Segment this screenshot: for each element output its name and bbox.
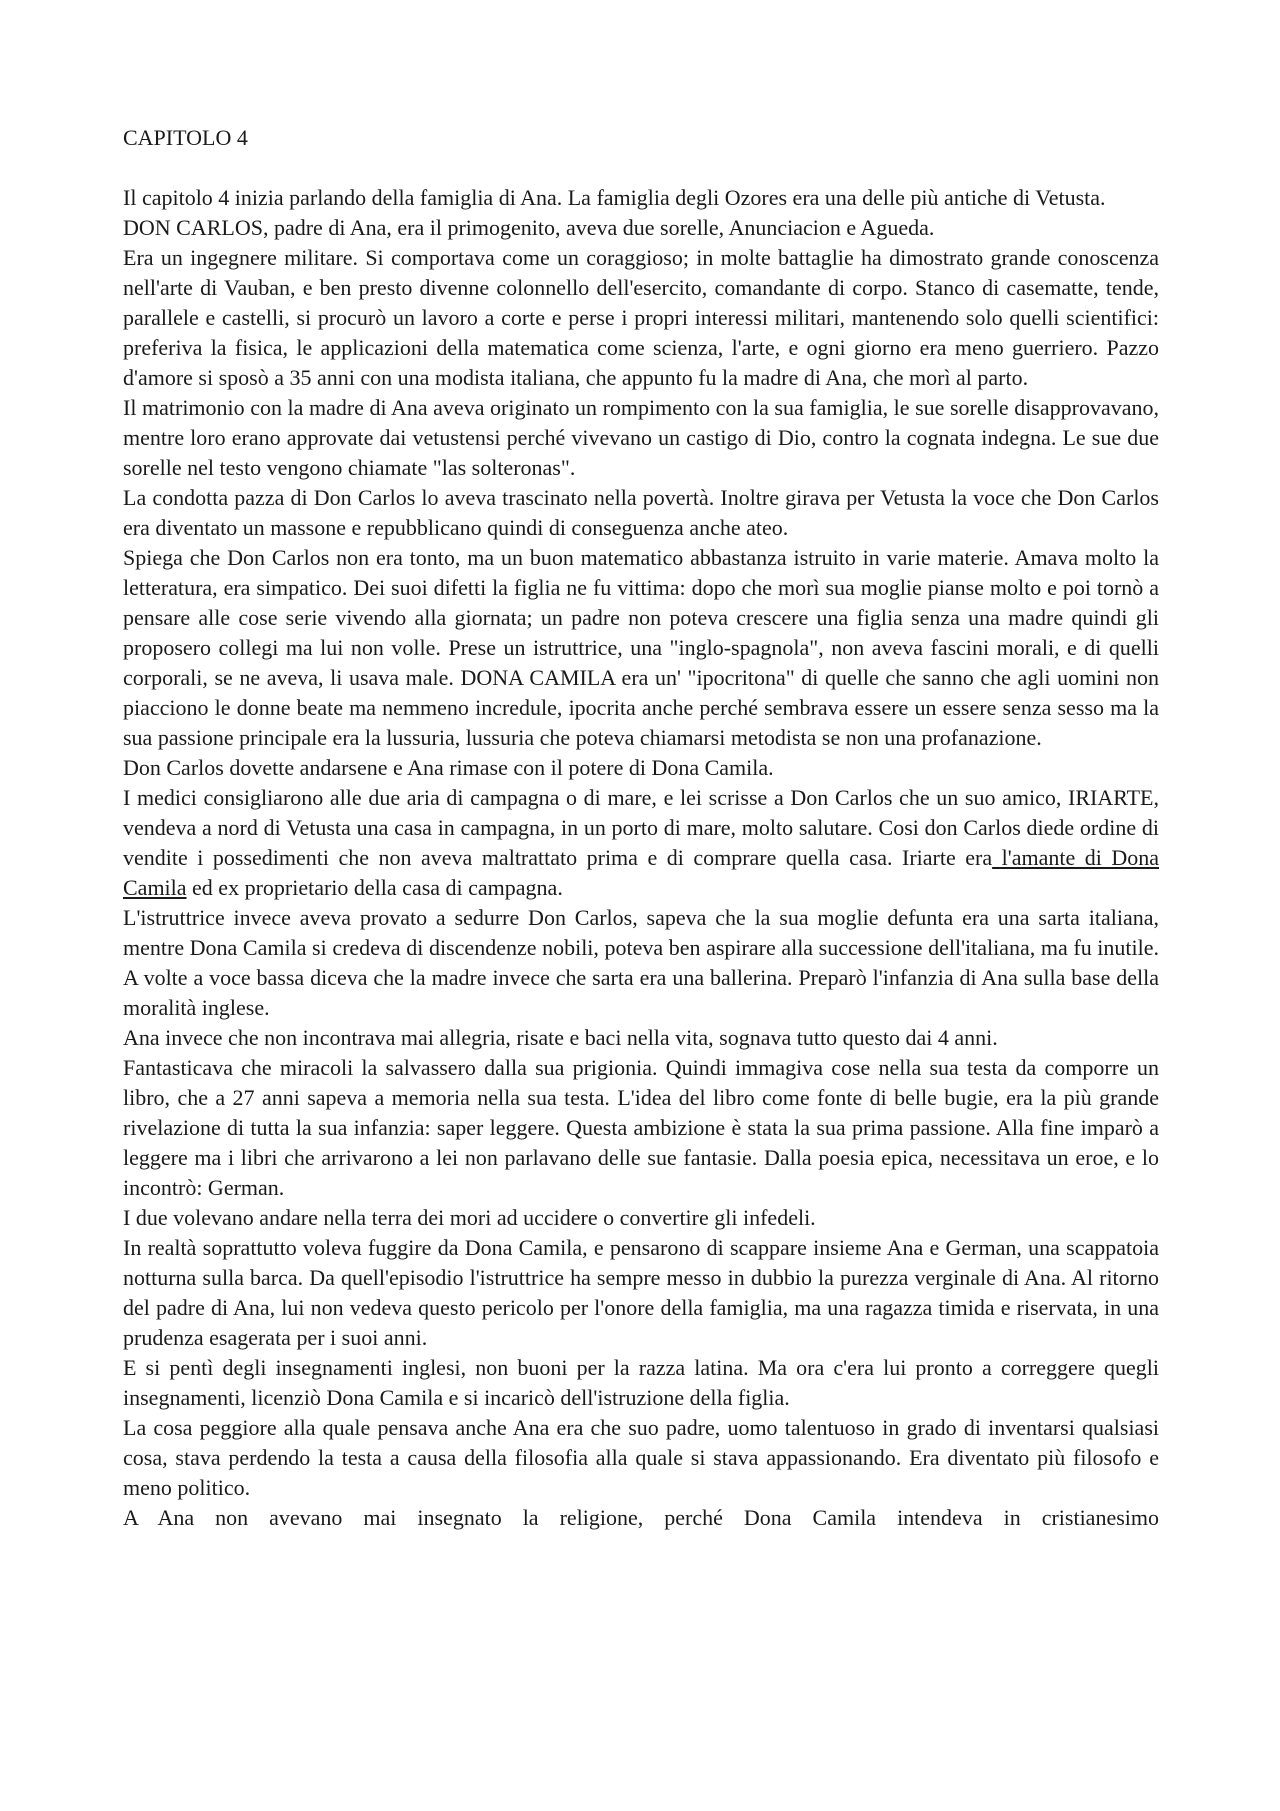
paragraph-6: Spiega che Don Carlos non era tonto, ma un buon matematico abbastanza istruito in varie materie. Amava molto la letteratura, era simpatico. Dei suoi difetti la figlia ne fu vittima: dopo che morì sua moglie pianse molto e poi tornò a pensare alle cose serie vivendo alla giornata; un padre non poteva crescere una figlia senza una madre quindi gli proposero collegi ma lui non volle. Prese un istruttrice, una "inglo-spagnola", non aveva fascini morali, e di quelli corporali, se ne aveva, li usava male. DONA CAMILA era un' "ipocritona" di quelle che sanno che agli uomini non piacciono le donne beate ma nemmeno incredule, ipocrita anche perché sembrava essere un essere senza sesso ma la sua passione principale era la lussuria, lussuria che poteva chiamarsi metodista se non una profanazione. [123,545,1159,750]
paragraph-13: In realtà soprattutto voleva fuggire da Dona Camila, e pensarono di scappare insieme Ana e German, una scappatoia notturna sulla barca. Da quell'episodio l'istruttrice ha sempre messo in dubbio la purezza verginale di Ana. Al ritorno del padre di Ana, lui non vedeva questo pericolo per l'onore della famiglia, ma una ragazza timida e riservata, in una prudenza esagerata per i suoi anni. [123,1235,1159,1350]
document-body [123,123,1159,1533]
paragraph-7: Don Carlos dovette andarsene e Ana rimase con il potere di Dona Camila. [123,755,774,780]
chapter-title: CAPITOLO 4 [123,125,248,150]
paragraph-12: I due volevano andare nella terra dei mori ad uccidere o convertire gli infedeli. [123,1205,816,1230]
paragraph-10: Ana invece che non incontrava mai allegria, risate e baci nella vita, sognava tutto questo dai 4 anni. [123,1025,998,1050]
paragraph-4: Il matrimonio con la madre di Ana aveva originato un rompimento con la sua famiglia, le sue sorelle disapprovavano, mentre loro erano approvate dai vetustensi perché vivevano un castigo di Dio, contro la cognata indegna. Le sue due sorelle nel testo vengono chiamate "las solteronas". [123,395,1159,480]
paragraph-15: La cosa peggiore alla quale pensava anche Ana era che suo padre, uomo talentuoso in grado di inventarsi qualsiasi cosa, stava perdendo la testa a causa della filosofia alla quale si stava appassionando. Era diventato più filosofo e meno politico. [123,1415,1159,1500]
paragraph-5: La condotta pazza di Don Carlos lo aveva trascinato nella povertà. Inoltre girava per Vetusta la voce che Don Carlos era diventato un massone e repubblicano quindi di conseguenza anche ateo. [123,485,1159,540]
paragraph-8-text: I medici consigliarono alle due aria di campagna o di mare, e lei scrisse a Don Carlos che un suo amico, IRIARTE, vendeva a nord di Vetusta una casa in campagna, in un porto di mare, molto salutare. Cosi don Carlos diede ordine di vendite i possedimenti che non aveva maltrattato prima e di comprare quella casa. Iriarte era [123,785,1159,870]
paragraph-16: A Ana non avevano mai insegnato la religione, perché Dona Camila intendeva in cristianesimo [123,1505,1159,1530]
paragraph-2: DON CARLOS, padre di Ana, era il primogenito, aveva due sorelle, Anunciacion e Agueda. [123,215,935,240]
paragraph-14: E si pentì degli insegnamenti inglesi, non buoni per la razza latina. Ma ora c'era lui pronto a correggere quegli insegnamenti, licenziò Dona Camila e si incaricò dell'istruzione della figlia. [123,1355,1159,1410]
paragraph-8-after: ed ex proprietario della casa di campagna. [186,875,563,900]
hyperlink-amante[interactable]: l'amante di Dona Camila [123,845,1160,900]
paragraph-9: L'istruttrice invece aveva provato a sedurre Don Carlos, sapeva che la sua moglie defunta era una sarta italiana, mentre Dona Camila si credeva di discendenze nobili, poteva ben aspirare alla successione dell'italiana, ma fu inutile. A volte a voce bassa diceva che la madre invece che sarta era una ballerina. Preparò l'infanzia di Ana sulla base della moralità inglese. [123,905,1159,1020]
paragraph-1: Il capitolo 4 inizia parlando della famiglia di Ana. La famiglia degli Ozores era una delle più antiche di Vetusta. [123,185,1106,210]
paragraph-11: Fantasticava che miracoli la salvassero dalla sua prigionia. Quindi immagiva cose nella sua testa da comporre un libro, che a 27 anni sapeva a memoria nella sua testa. L'idea del libro come fonte di belle bugie, era la più grande rivelazione di tutta la sua infanzia: saper leggere. Questa ambizione è stata la sua prima passione. Alla fine imparò a leggere ma i libri che arrivarono a lei non parlavano delle sue fantasie. Dalla poesia epica, necessitava un eroe, e lo incontrò: German. [123,1055,1159,1200]
paragraph-3: Era un ingegnere militare. Si comportava come un coraggioso; in molte battaglie ha dimostrato grande conoscenza nell'arte di Vauban, e ben presto divenne colonnello dell'esercito, comandante di corpo. Stanco di casematte, tende, parallele e castelli, si procurò un lavoro a corte e perse i propri interessi militari, mantenendo solo quelli scientifici: preferiva la fisica, le applicazioni della matematica come scienza, l'arte, e ogni giorno era meno guerriero. Pazzo d'amore si sposò a 35 anni con una modista italiana, che appunto fu la madre di Ana, che morì al parto. [123,245,1159,390]
paragraph-8 [123,783,1159,903]
